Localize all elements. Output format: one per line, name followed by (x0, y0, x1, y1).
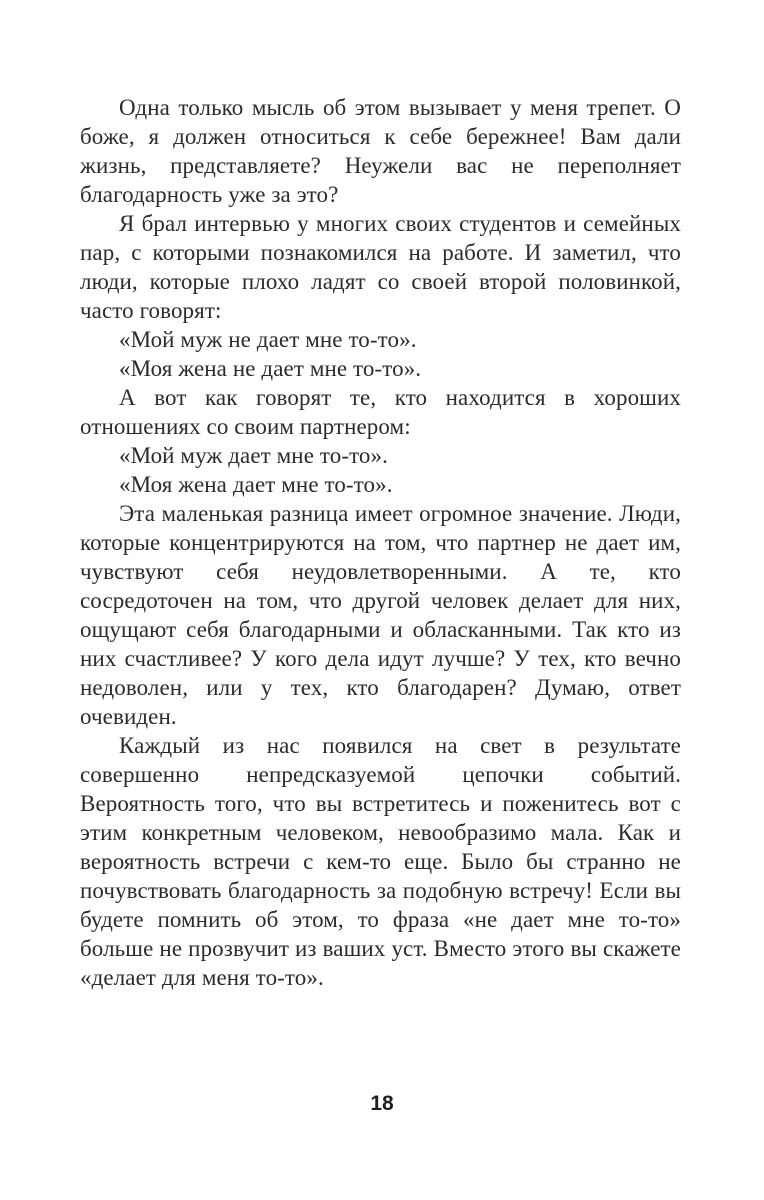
paragraph: Я брал интервью у многих своих студентов и семейных пар, с которыми познакомился на работе. И заметил, что люди, которые плохо ладят со своей второй половинкой, часто говорят: (80, 211, 681, 323)
paragraph: Эта маленькая разница имеет огромное значение. Люди, которые концентрируются на том, что партнер не дает им, чувствуют себя неудовлетворенными. А те, кто сосредоточен на том, что другой человек делает для них, ощущают себя благодарными и обласканными. Так кто из них счастливее? У кого дела идут лучше? У тех, кто вечно недоволен, или у тех, кто благодарен? Думаю, ответ очевиден. (80, 501, 681, 729)
quote-line: «Моя жена дает мне то-то». (119, 472, 393, 497)
page-text (80, 93, 681, 992)
paragraph: Каждый из нас появился на свет в результате совершенно непредсказуемой цепочки событий. Вероятность того, что вы встретитесь и поженитесь вот с этим конкретным человеком, невообразимо мала. Как и вероятность встречи с кем-то еще. Было бы странно не почувствовать благодарность за подобную встречу! Если вы будете помнить об этом, то фраза «не дает мне то-то» больше не прозвучит из ваших уст. Вместо этого вы скажете «делает для меня то-то». (80, 733, 681, 990)
paragraph: Одна только мысль об этом вызывает у меня трепет. О боже, я должен относиться к себе бережнее! Вам дали жизнь, представляете? Неужели вас не переполняет благодарность уже за это? (80, 95, 681, 207)
quote-line: «Моя жена не дает мне то-то». (119, 356, 422, 381)
paragraph: А вот как говорят те, кто находится в хороших отношениях со своим партнером: (80, 385, 681, 439)
quote-line: «Мой муж не дает мне то-то». (119, 327, 417, 352)
quote-line: «Мой муж дает мне то-то». (119, 443, 388, 468)
page-number: 18 (370, 1092, 394, 1115)
